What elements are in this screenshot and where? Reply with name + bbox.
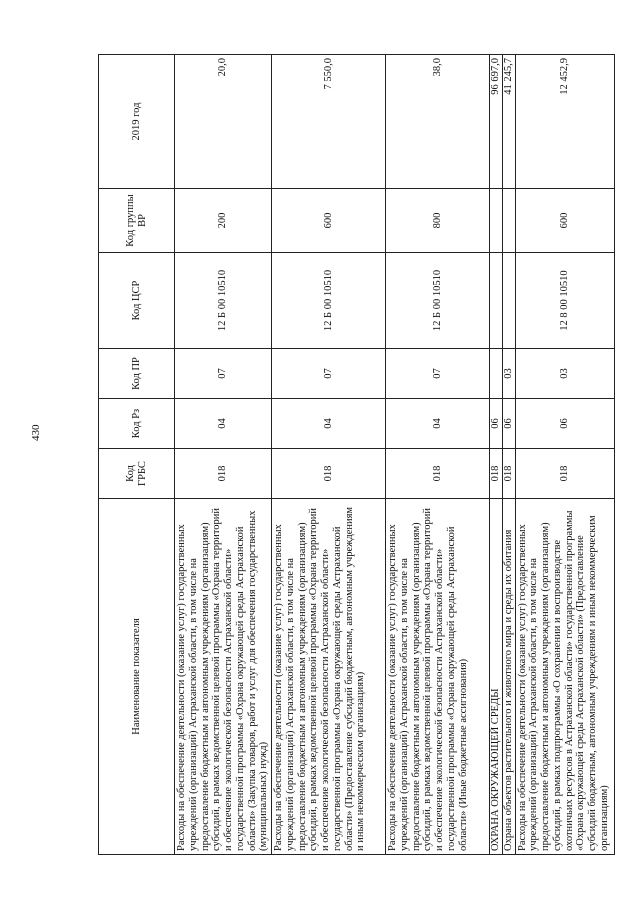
table-header-row xyxy=(99,55,175,855)
table-row xyxy=(272,55,386,855)
row-name: Расходы на обеспечение деятельности (оказание услуг) государственных учреждений (организаций) Астраханской области, в том числе на предоставление бюджетным и автономным учреждениям (организациям) субсидий, в рамках подпрограммы «О сохранении и воспроизводстве охотничьих ресурсов в Астраханской области» государственной программы «Охрана окружающей среды Астраханской области» (Предоставление субсидий бюджетным, автономным учреждениям и иным некоммерческим организациям) xyxy=(515,499,614,855)
row-rz: 04 xyxy=(386,399,490,449)
header-csr: Код ЦСР xyxy=(99,253,175,349)
row-vr: 200 xyxy=(175,189,272,253)
table-row xyxy=(502,55,515,855)
row-vr: 600 xyxy=(515,189,614,253)
row-value: 96 697,0 xyxy=(490,55,503,189)
header-grbs: Код ГРБС xyxy=(99,449,175,499)
row-grbs: 018 xyxy=(515,449,614,499)
row-name: Расходы на обеспечение деятельности (оказание услуг) государственных учреждений (организаций) Астраханской области, в том числе на предоставление бюджетным и автономным учреждениям (организациям) субсидий, в рамках ведомственной целевой программы «Охрана территорий и обеспечение экологической безопасности Астраханской области» государственной программы «Охрана окружающей среды Астраханской области» (Иные бюджетные ассигнования) xyxy=(386,499,490,855)
row-rz: 06 xyxy=(502,399,515,449)
row-pr: 03 xyxy=(515,349,614,399)
row-csr: 12 Б 00 10510 xyxy=(175,253,272,349)
row-name: Охрана объектов растительного и животного мира и среды их обитания xyxy=(502,499,515,855)
header-rz: Код Рз xyxy=(99,399,175,449)
row-vr: 800 xyxy=(386,189,490,253)
row-value: 20,0 xyxy=(175,55,272,189)
page-number: 430 xyxy=(30,424,42,441)
header-pr: Код ПР xyxy=(99,349,175,399)
row-grbs: 018 xyxy=(502,449,515,499)
row-name: Расходы на обеспечение деятельности (оказание услуг) государственных учреждений (организаций) Астраханской области, в том числе на предоставление бюджетным и автономным учреждениям (организациям) субсидий, в рамках ведомственной целевой программы «Охрана территорий и обеспечение экологической безопасности Астраханской области» государственной программы «Охрана окружающей среды Астраханской области» (Предоставление субсидий бюджетным, автономным учреждениям и иным некоммерческим организациям) xyxy=(272,499,386,855)
row-rz: 04 xyxy=(175,399,272,449)
table-row xyxy=(175,55,272,855)
row-rz: 04 xyxy=(272,399,386,449)
row-grbs: 018 xyxy=(175,449,272,499)
budget-table-container xyxy=(98,55,610,855)
row-csr xyxy=(490,253,503,349)
row-rz: 06 xyxy=(490,399,503,449)
row-pr: 07 xyxy=(386,349,490,399)
table-row xyxy=(490,55,503,855)
budget-table xyxy=(98,54,615,855)
header-year: 2019 год xyxy=(99,55,175,189)
table-row xyxy=(386,55,490,855)
row-csr: 12 Б 00 10510 xyxy=(386,253,490,349)
header-name: Наименование показателя xyxy=(99,499,175,855)
row-value: 12 452,9 xyxy=(515,55,614,189)
row-value: 7 550,0 xyxy=(272,55,386,189)
row-vr: 600 xyxy=(272,189,386,253)
row-value: 38,0 xyxy=(386,55,490,189)
row-vr xyxy=(490,189,503,253)
row-pr: 03 xyxy=(502,349,515,399)
row-grbs: 018 xyxy=(386,449,490,499)
row-value: 41 245,7 xyxy=(502,55,515,189)
row-name: ОХРАНА ОКРУЖАЮЩЕЙ СРЕДЫ xyxy=(490,499,503,855)
row-name: Расходы на обеспечение деятельности (оказание услуг) государственных учреждений (организаций) Астраханской области, в том числе на предоставление бюджетным и автономным учреждениям (организациям) субсидий, в рамках ведомственной целевой программы «Охрана территорий и обеспечение экологической безопасности Астраханской области» государственной программы «Охрана окружающей среды Астраханской области» (Закупка товаров, работ и услуг для обеспечения государственных (муниципальных) нужд) xyxy=(175,499,272,855)
row-csr: 12 8 00 10510 xyxy=(515,253,614,349)
row-csr: 12 Б 00 10510 xyxy=(272,253,386,349)
row-rz: 06 xyxy=(515,399,614,449)
row-csr xyxy=(502,253,515,349)
row-pr xyxy=(490,349,503,399)
row-grbs: 018 xyxy=(272,449,386,499)
row-vr xyxy=(502,189,515,253)
row-pr: 07 xyxy=(272,349,386,399)
row-grbs: 018 xyxy=(490,449,503,499)
row-pr: 07 xyxy=(175,349,272,399)
header-vr: Код группы ВР xyxy=(99,189,175,253)
table-row xyxy=(515,55,614,855)
